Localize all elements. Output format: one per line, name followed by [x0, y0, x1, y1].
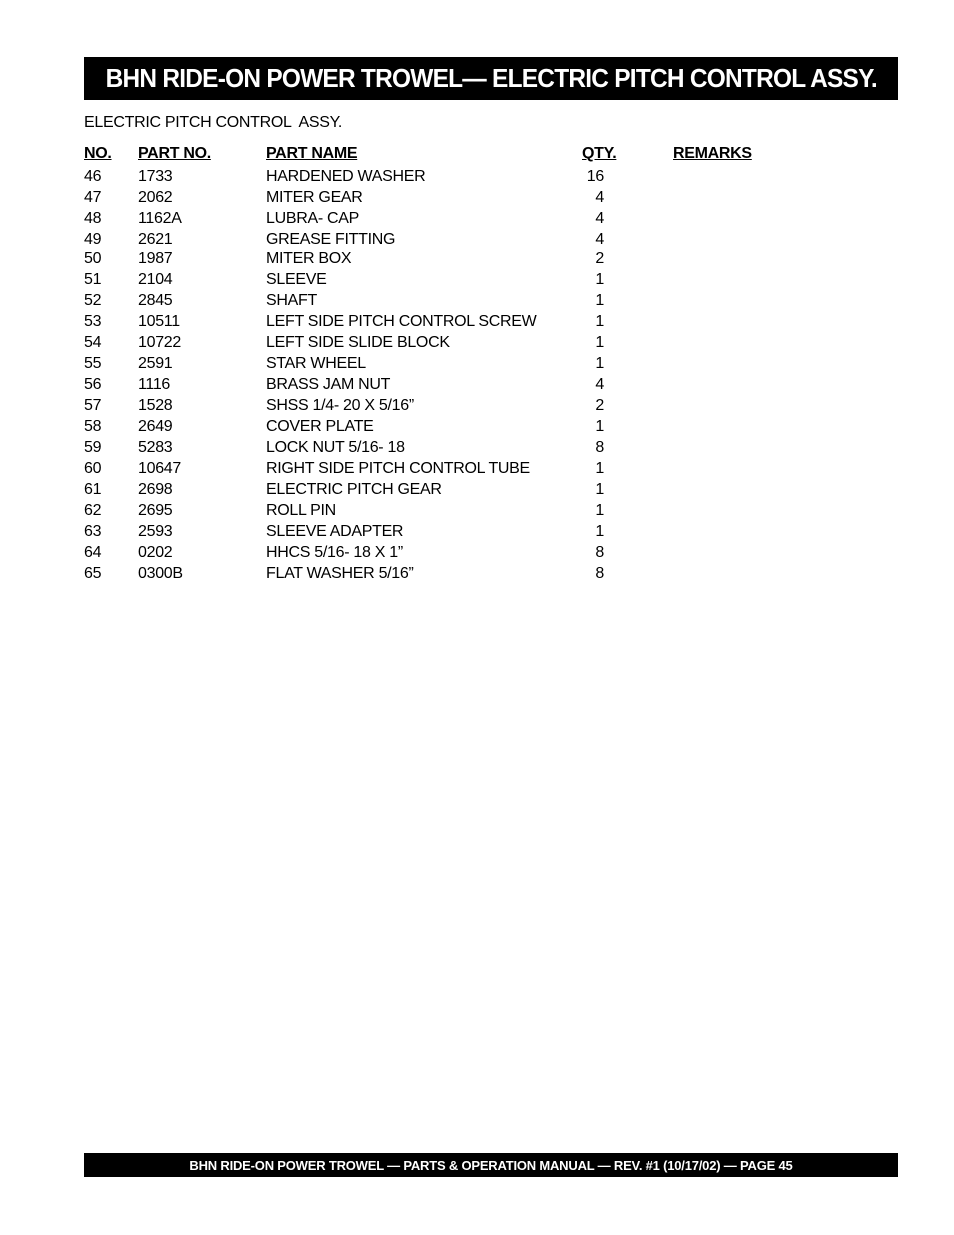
- row-part-no: 1116: [138, 376, 171, 393]
- row-part-no: 0202: [138, 544, 173, 561]
- table-row: [84, 521, 804, 542]
- row-part-name: COVER PLATE: [266, 418, 374, 435]
- row-no: 57: [84, 397, 102, 414]
- row-qty: 2: [595, 250, 604, 267]
- row-no: 48: [84, 210, 102, 227]
- row-part-name: SHAFT: [266, 292, 317, 309]
- page-title-bar: [84, 57, 898, 100]
- table-row: [84, 248, 804, 269]
- row-qty: 1: [595, 523, 604, 540]
- row-no: 58: [84, 418, 102, 435]
- row-no: 49: [84, 231, 102, 248]
- row-no: 62: [84, 502, 102, 519]
- row-part-no: 0300B: [138, 565, 183, 582]
- header-qty: QTY.: [582, 145, 617, 162]
- row-part-name: MITER GEAR: [266, 189, 363, 206]
- table-row: [84, 269, 804, 290]
- row-part-name: HHCS 5/16- 18 X 1”: [266, 544, 403, 561]
- table-row: [84, 374, 804, 395]
- row-no: 52: [84, 292, 102, 309]
- row-no: 54: [84, 334, 102, 351]
- row-no: 55: [84, 355, 102, 372]
- table-row: [84, 208, 804, 229]
- table-row: [84, 229, 804, 248]
- row-part-no: 2845: [138, 292, 173, 309]
- table-row: [84, 437, 804, 458]
- row-part-no: 1528: [138, 397, 173, 414]
- table-row: [84, 479, 804, 500]
- row-part-name: GREASE FITTING: [266, 231, 396, 248]
- row-qty: 4: [595, 189, 604, 206]
- row-part-no: 2593: [138, 523, 173, 540]
- row-qty: 1: [595, 502, 604, 519]
- table-row: [84, 187, 804, 208]
- row-qty: 1: [595, 292, 604, 309]
- row-qty: 4: [595, 376, 604, 393]
- table-row: [84, 290, 804, 311]
- table-row: [84, 563, 804, 584]
- table-row: [84, 395, 804, 416]
- header-part-name: PART NAME: [266, 145, 358, 162]
- row-no: 61: [84, 481, 102, 498]
- row-qty: 1: [595, 271, 604, 288]
- row-part-no: 2698: [138, 481, 173, 498]
- row-part-no: 2621: [138, 231, 173, 248]
- row-part-name: SLEEVE: [266, 271, 327, 288]
- table-row: [84, 542, 804, 563]
- row-qty: 1: [595, 460, 604, 477]
- row-no: 60: [84, 460, 102, 477]
- table-row: [84, 500, 804, 521]
- row-part-no: 2062: [138, 189, 173, 206]
- row-no: 64: [84, 544, 102, 561]
- row-part-no: 1987: [138, 250, 173, 267]
- row-qty: 1: [595, 481, 604, 498]
- row-no: 51: [84, 271, 102, 288]
- row-no: 50: [84, 250, 102, 267]
- row-part-name: MITER BOX: [266, 250, 352, 267]
- row-part-no: 10511: [138, 313, 180, 330]
- row-no: 63: [84, 523, 102, 540]
- row-part-name: LOCK NUT 5/16- 18: [266, 439, 405, 456]
- footer-text: BHN RIDE-ON POWER TROWEL — PARTS & OPERATION MANUAL — REV. #1 (10/17/02) — PAGE 45: [189, 1157, 793, 1173]
- table-header-row: [84, 142, 804, 166]
- row-part-no: 10647: [138, 460, 181, 477]
- section-label: ELECTRIC PITCH CONTROL ASSY.: [84, 114, 343, 131]
- table-row: [84, 416, 804, 437]
- row-no: 56: [84, 376, 102, 393]
- row-qty: 16: [586, 168, 604, 185]
- row-part-no: 2649: [138, 418, 173, 435]
- row-part-no: 5283: [138, 439, 173, 456]
- row-part-name: BRASS JAM NUT: [266, 376, 391, 393]
- row-part-name: ROLL PIN: [266, 502, 336, 519]
- row-part-no: 2591: [138, 355, 173, 372]
- row-qty: 8: [595, 565, 604, 582]
- row-part-no: 2104: [138, 271, 173, 288]
- row-qty: 4: [595, 210, 604, 227]
- table-row: [84, 458, 804, 479]
- row-part-name: ELECTRIC PITCH GEAR: [266, 481, 442, 498]
- row-no: 59: [84, 439, 102, 456]
- header-no: NO.: [84, 145, 112, 162]
- row-no: 47: [84, 189, 102, 206]
- row-no: 53: [84, 313, 102, 330]
- row-qty: 1: [595, 418, 604, 435]
- parts-table: [84, 142, 804, 584]
- row-qty: 8: [595, 544, 604, 561]
- row-qty: 4: [595, 231, 604, 248]
- footer-bar: [84, 1153, 898, 1177]
- table-row: [84, 353, 804, 374]
- row-part-name: LEFT SIDE PITCH CONTROL SCREW: [266, 313, 537, 330]
- row-qty: 8: [595, 439, 604, 456]
- row-qty: 1: [595, 313, 604, 330]
- row-part-no: 1733: [138, 168, 173, 185]
- row-part-name: FLAT WASHER 5/16”: [266, 565, 414, 582]
- row-part-name: LUBRA- CAP: [266, 210, 360, 227]
- row-no: 65: [84, 565, 102, 582]
- page-title: BHN RIDE-ON POWER TROWEL— ELECTRIC PITCH CONTROL ASSY.: [105, 63, 877, 93]
- table-row: [84, 166, 804, 187]
- row-no: 46: [84, 168, 102, 185]
- row-part-no: 10722: [138, 334, 181, 351]
- table-row: [84, 332, 804, 353]
- row-part-name: STAR WHEEL: [266, 355, 366, 372]
- row-part-no: 1162A: [138, 210, 182, 227]
- row-part-name: RIGHT SIDE PITCH CONTROL TUBE: [266, 460, 530, 477]
- header-remarks: REMARKS: [673, 145, 752, 162]
- row-part-name: SHSS 1/4- 20 X 5/16”: [266, 397, 414, 414]
- table-body: [84, 166, 804, 584]
- row-qty: 1: [595, 334, 604, 351]
- row-part-name: LEFT SIDE SLIDE BLOCK: [266, 334, 450, 351]
- row-part-no: 2695: [138, 502, 173, 519]
- row-qty: 1: [595, 355, 604, 372]
- row-part-name: SLEEVE ADAPTER: [266, 523, 404, 540]
- row-qty: 2: [595, 397, 604, 414]
- header-part-no: PART NO.: [138, 145, 211, 162]
- row-part-name: HARDENED WASHER: [266, 168, 426, 185]
- table-row: [84, 311, 804, 332]
